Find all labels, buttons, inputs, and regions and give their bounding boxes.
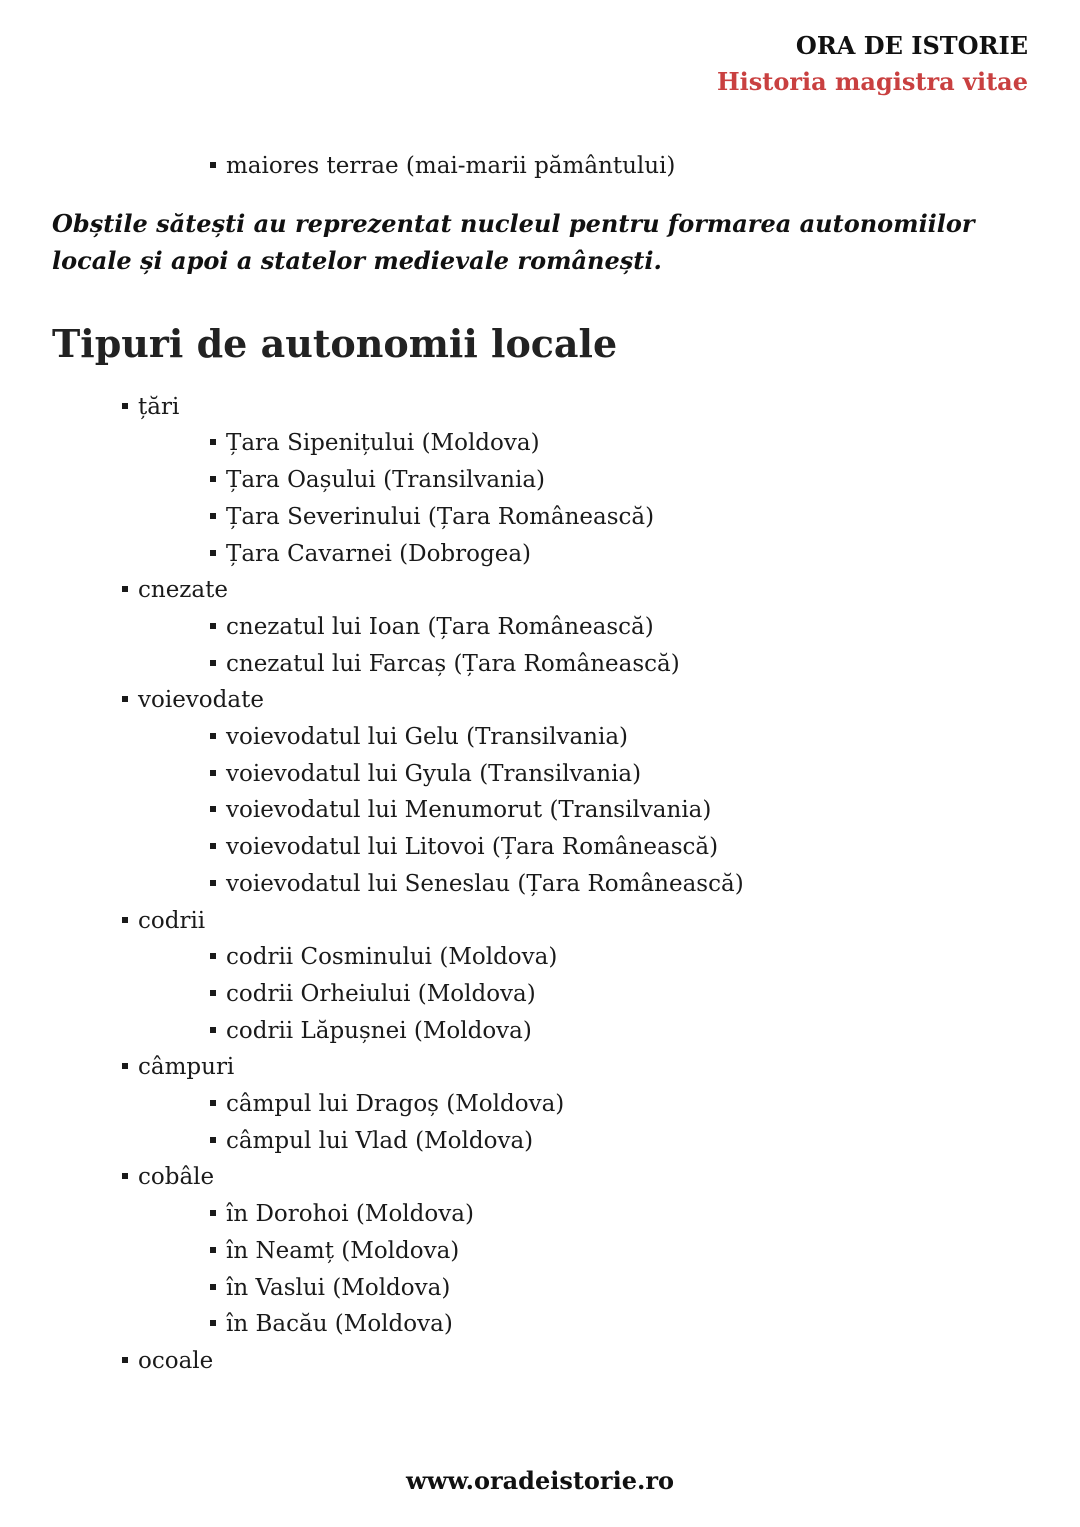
- category-item: [52, 682, 1032, 719]
- category-label: voievodate: [138, 687, 264, 714]
- category-item: [52, 389, 1032, 426]
- square-bullet-icon: [122, 1063, 128, 1069]
- list-item: [52, 829, 1032, 866]
- list-item: [52, 1196, 1032, 1233]
- square-bullet-icon: [122, 586, 128, 592]
- footer-url[interactable]: www.oradeistorie.ro: [406, 1466, 674, 1495]
- document-body: [52, 148, 1032, 1380]
- square-bullet-icon: [210, 880, 216, 886]
- square-bullet-icon: [210, 806, 216, 812]
- list-item-text: codrii Lăpușnei (Moldova): [226, 1017, 532, 1044]
- list-item-text: Țara Cavarnei (Dobrogea): [226, 540, 532, 567]
- square-bullet-icon: [122, 1173, 128, 1179]
- square-bullet-icon: [122, 1357, 128, 1363]
- category-item: [52, 1049, 1032, 1086]
- category-label: ocoale: [138, 1347, 214, 1374]
- list-item-text: Țara Oașului (Transilvania): [226, 467, 546, 494]
- list-item: [52, 499, 1032, 536]
- list-item-text: cnezatul lui Farcaș (Țara Românească): [226, 650, 680, 677]
- square-bullet-icon: [210, 1320, 216, 1326]
- list-item: [52, 719, 1032, 756]
- emphasis-note: Obștile sătești au reprezentat nucleul pentru formarea autonomiilor locale și apoi a statelor medievale românești.: [52, 208, 975, 275]
- list-item-text: codrii Cosminului (Moldova): [226, 944, 558, 971]
- section-title: Tipuri de autonomii locale: [52, 320, 618, 366]
- square-bullet-icon: [122, 696, 128, 702]
- list-item: [52, 1233, 1032, 1270]
- square-bullet-icon: [210, 162, 216, 168]
- list-item-text: voievodatul lui Seneslau (Țara Românească): [226, 870, 744, 897]
- site-tagline: Historia magistra vitae: [716, 67, 1028, 96]
- category-label: câmpuri: [138, 1054, 235, 1081]
- list-item-text: Țara Sipenițului (Moldova): [226, 430, 540, 457]
- page-footer: [0, 1466, 1080, 1495]
- list-item: [52, 609, 1032, 646]
- square-bullet-icon: [210, 843, 216, 849]
- list-item-text: în Vaslui (Moldova): [226, 1274, 451, 1301]
- category-item: [52, 1343, 1032, 1380]
- list-item-text: câmpul lui Dragoș (Moldova): [226, 1091, 565, 1118]
- square-bullet-icon: [210, 953, 216, 959]
- category-label: cnezate: [138, 577, 228, 604]
- list-item: [52, 976, 1032, 1013]
- square-bullet-icon: [210, 1137, 216, 1143]
- square-bullet-icon: [210, 1100, 216, 1106]
- list-item: [52, 939, 1032, 976]
- list-item-text: voievodatul lui Gelu (Transilvania): [226, 724, 629, 751]
- list-item-text: în Neamț (Moldova): [226, 1237, 460, 1264]
- list-item: [52, 1086, 1032, 1123]
- list-item-text: voievodatul lui Menumorut (Transilvania): [226, 797, 712, 824]
- list-item: [52, 756, 1032, 793]
- list-item: [52, 646, 1032, 683]
- list-item-text: Țara Severinului (Țara Românească): [226, 503, 655, 530]
- list-item: [52, 1270, 1032, 1307]
- page-header: [717, 28, 1028, 100]
- autonomy-types-list: [52, 389, 1032, 1380]
- square-bullet-icon: [210, 1247, 216, 1253]
- square-bullet-icon: [210, 660, 216, 666]
- list-item-text: cnezatul lui Ioan (Țara Românească): [226, 613, 654, 640]
- square-bullet-icon: [122, 917, 128, 923]
- list-item-text: codrii Orheiului (Moldova): [226, 980, 536, 1007]
- list-item: [52, 1306, 1032, 1343]
- square-bullet-icon: [210, 623, 216, 629]
- list-item-text: voievodatul lui Litovoi (Țara Românească): [226, 834, 719, 861]
- list-item-text: câmpul lui Vlad (Moldova): [226, 1127, 534, 1154]
- list-item-text: maiores terrae (mai-marii pământului): [226, 153, 676, 179]
- category-item: [52, 572, 1032, 609]
- square-bullet-icon: [210, 1284, 216, 1290]
- site-title: ORA DE ISTORIE: [795, 31, 1028, 60]
- category-item: [52, 1159, 1032, 1196]
- list-item: [52, 1013, 1032, 1050]
- list-item-text: în Dorohoi (Moldova): [226, 1201, 474, 1228]
- list-item: [52, 462, 1032, 499]
- square-bullet-icon: [210, 733, 216, 739]
- list-item: [52, 792, 1032, 829]
- square-bullet-icon: [210, 1210, 216, 1216]
- square-bullet-icon: [210, 990, 216, 996]
- list-item: [52, 1123, 1032, 1160]
- square-bullet-icon: [210, 439, 216, 445]
- list-item: [52, 866, 1032, 903]
- category-label: cobâle: [138, 1164, 215, 1191]
- square-bullet-icon: [210, 476, 216, 482]
- category-label: codrii: [138, 907, 206, 934]
- category-item: [52, 903, 1032, 940]
- list-item: [52, 536, 1032, 573]
- square-bullet-icon: [210, 1027, 216, 1033]
- intro-list: [52, 148, 1032, 185]
- list-item: [52, 425, 1032, 462]
- category-label: țări: [138, 393, 180, 420]
- square-bullet-icon: [210, 550, 216, 556]
- list-item-text: în Bacău (Moldova): [226, 1311, 453, 1338]
- list-item: [52, 148, 1032, 185]
- square-bullet-icon: [210, 770, 216, 776]
- square-bullet-icon: [122, 403, 128, 409]
- square-bullet-icon: [210, 513, 216, 519]
- list-item-text: voievodatul lui Gyula (Transilvania): [226, 760, 642, 787]
